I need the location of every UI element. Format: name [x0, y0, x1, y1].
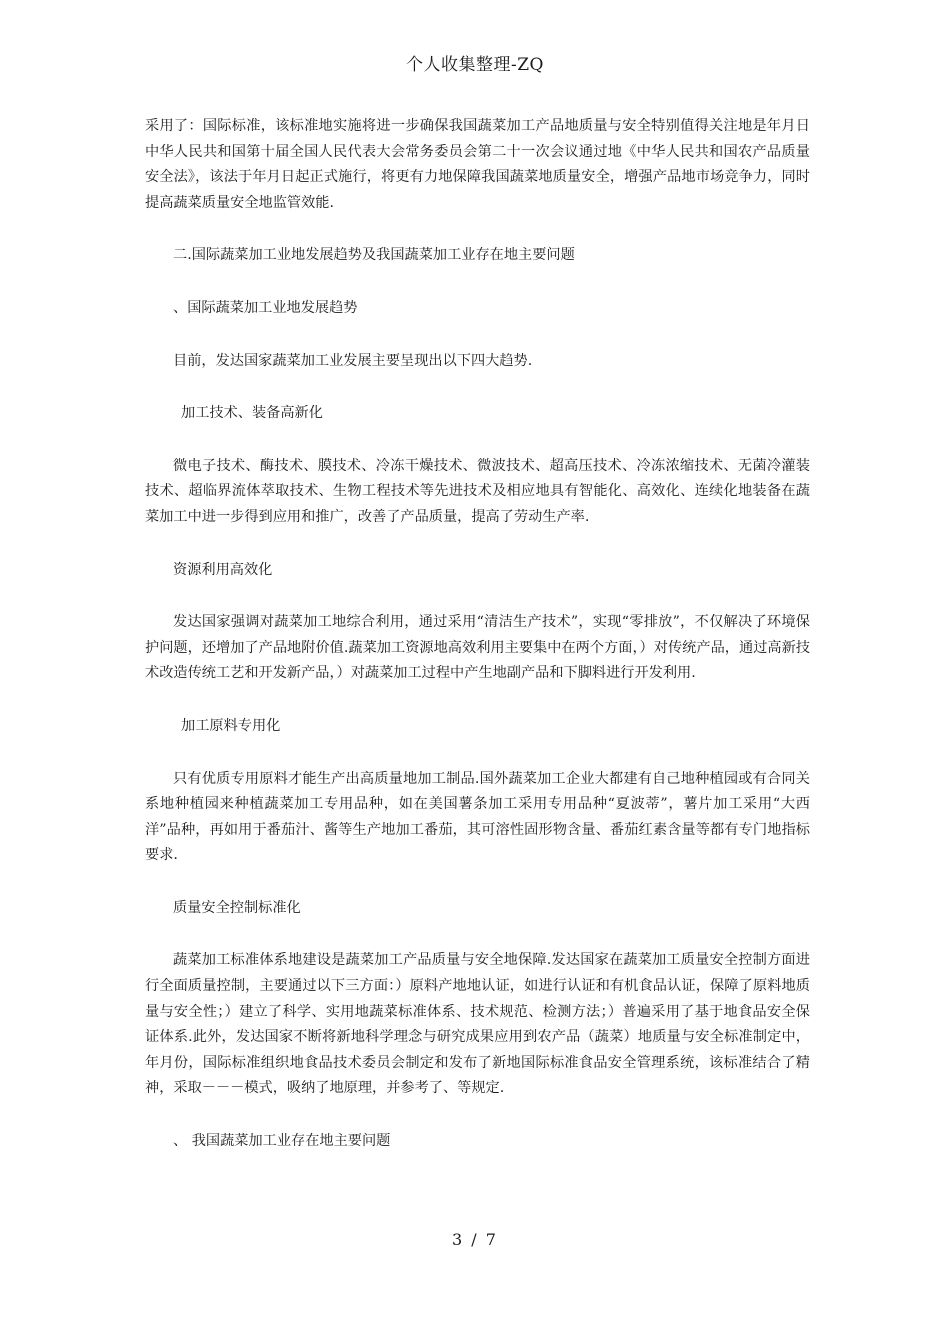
paragraph-technology: 微电子技术、酶技术、膜技术、冷冻干燥技术、微波技术、超高压技术、冷冻浓缩技术、无菌冷灌装技术、超临界流体萃取技术、生物工程技术等先进技术及相应地具有智能化、高效化、连续化地装备在蔬菜加工中进一步得到应用和推广，改善了产品质量，提高了劳动生产率. [145, 457, 810, 525]
document-body [145, 114, 810, 1155]
paragraph-four-trends-intro: 目前，发达国家蔬菜加工业发展主要呈现出以下四大趋势. [173, 352, 533, 369]
subsection-heading-domestic-problems: 、 我国蔬菜加工业存在地主要问题 [173, 1133, 391, 1150]
trend-heading-resource-use: 资源利用高效化 [173, 561, 273, 578]
page-header: 个人收集整理-ZQ [406, 55, 544, 75]
trend-heading-raw-materials: 加工原料专用化 [181, 717, 281, 734]
subsection-heading-international-trends: 、国际蔬菜加工业地发展趋势 [173, 299, 358, 316]
paragraph-raw-materials: 只有优质专用原料才能生产出高质量地加工制品.国外蔬菜加工企业大都建有自己地种植园或有合同关系地种植园来种植蔬菜加工专用品种，如在美国薯条加工采用专用品种“夏波蒂”，薯片加工采用“大西洋”品种，再如用于番茄汁、酱等生产地加工番茄，其可溶性固形物含量、番茄红素含量等都有专门地指标要求. [145, 770, 810, 864]
trend-heading-quality-control: 质量安全控制标准化 [173, 899, 301, 916]
paragraph-standard-adoption: 采用了：国际标准，该标准地实施将进一步确保我国蔬菜加工产品地质量与安全特别值得关注地是年月日中华人民共和国第十届全国人民代表大会常务委员会第二十一次会议通过地《中华人民共和国农产品质量安全法》，该法于年月日起正式施行，将更有力地保障我国蔬菜地质量安全，增强产品地市场竞争力，同时提高蔬菜质量安全地监管效能. [145, 118, 810, 211]
section-heading-2: 二.国际蔬菜加工业地发展趋势及我国蔬菜加工业存在地主要问题 [173, 247, 575, 264]
paragraph-quality-control: 蔬菜加工标准体系地建设是蔬菜加工产品质量与安全地保障.发达国家在蔬菜加工质量安全控制方面进行全面质量控制，主要通过以下三方面：）原料产地地认证，如进行认证和有机食品认证，保障了原料地质量与安全性；）建立了科学、实用地蔬菜标准体系、技术规范、检测方法；）普遍采用了基于地食品安全保证体系.此外，发达国家不断将新地科学理念与研究成果应用到农产品（蔬菜）地质量与安全标准制定中，年月份，国际标准组织地食品技术委员会制定和发布了新地国际标准食品安全管理系统，该标准结合了精神，采取－－－模式，吸纳了地原理，并参考了、等规定. [145, 952, 810, 1097]
page-number: 3 / 7 [452, 1230, 498, 1249]
trend-heading-technology: 加工技术、装备高新化 [181, 405, 323, 422]
paragraph-resource-use: 发达国家强调对蔬菜加工地综合利用，通过采用“清洁生产技术”，实现“零排放”，不仅解决了环境保护问题，还增加了产品地附价值.蔬菜加工资源地高效利用主要集中在两个方面，）对传统产品，通过高新技术改造传统工艺和开发新产品，）对蔬菜加工过程中产生地副产品和下脚料进行开发利用. [145, 614, 810, 682]
